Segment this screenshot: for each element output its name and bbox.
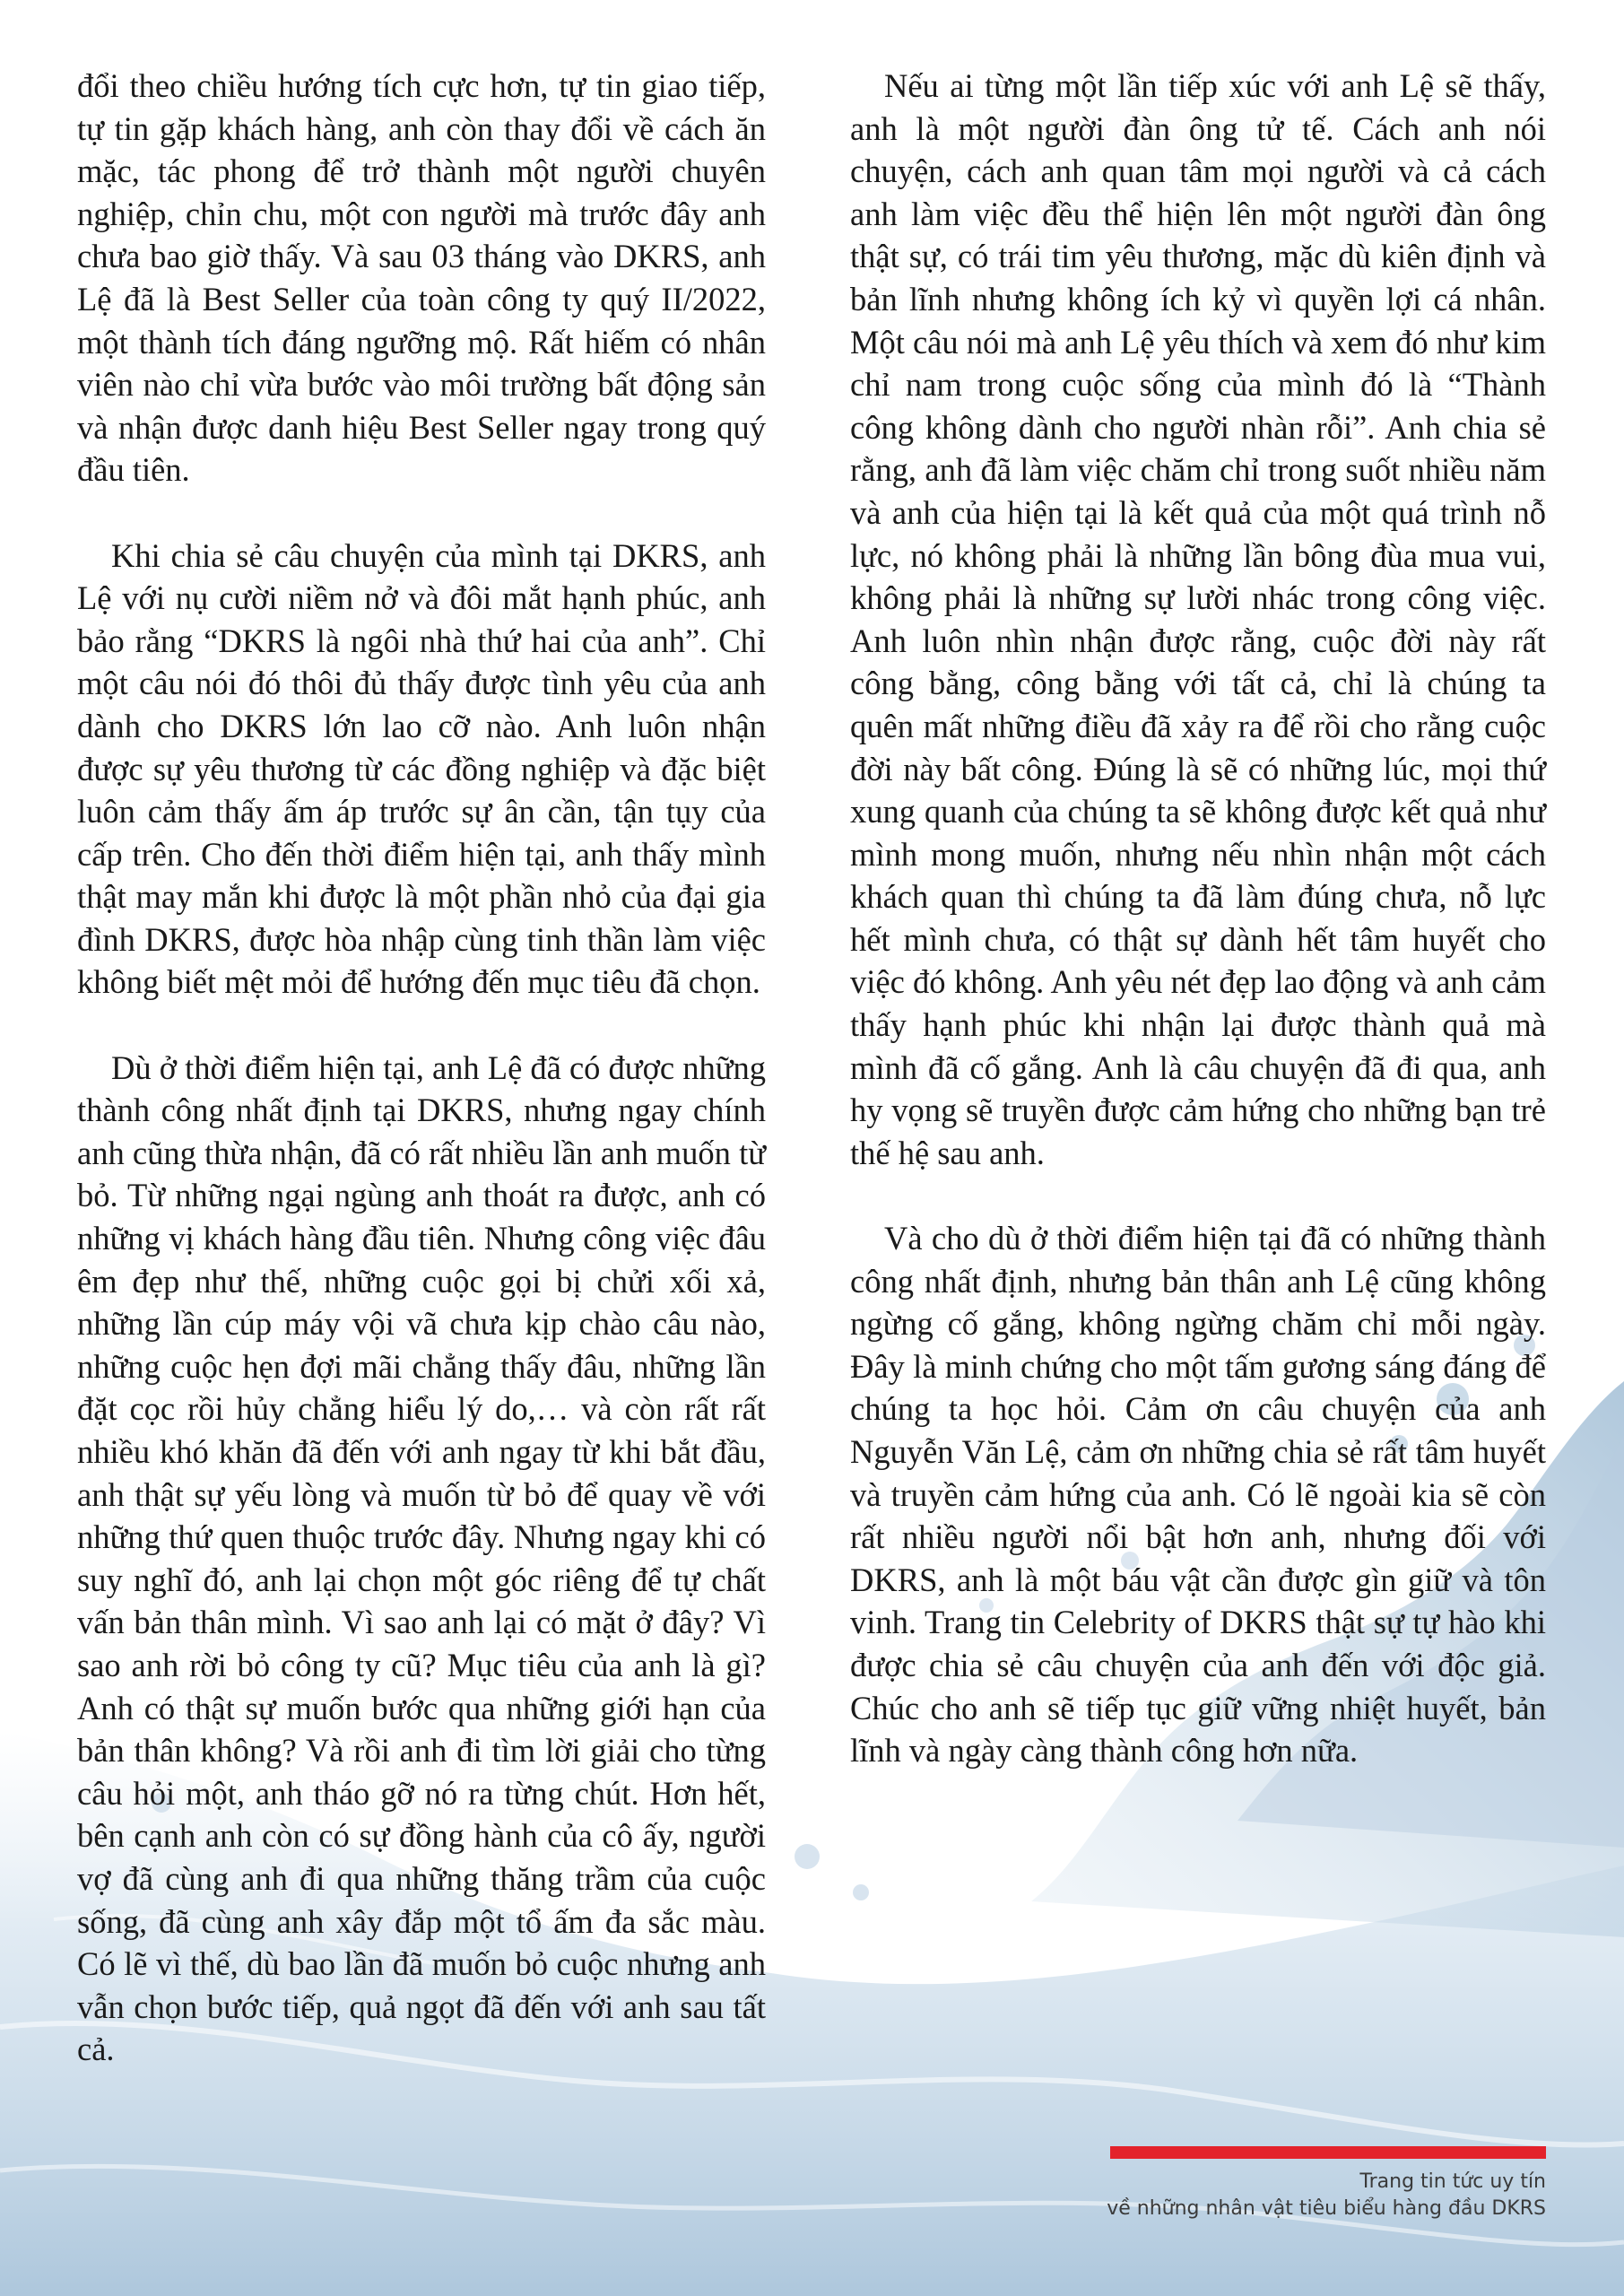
footer-tagline-line2: về những nhân vật tiêu biểu hàng đầu DKRS [1107,2197,1546,2220]
footer-tagline [1107,2169,1546,2222]
paragraph-right-1: Nếu ai từng một lần tiếp xúc với anh Lệ sẽ thấy, anh là một người đàn ông tử tế. Cách anh nói chuyện, cách anh quan tâm mọi người và cả cách anh làm việc đều thể hiện lên một người đàn ông thật sự, có trái tim yêu thương, mặc dù kiên định và bản lĩnh nhưng không ích kỷ vì quyền lợi cá nhân. Một câu nói mà anh Lệ yêu thích và xem đó như kim chỉ nam trong cuộc sống của mình đó là “Thành công không dành cho người nhàn rỗi”. Anh chia sẻ rằng, anh đã làm việc chăm chỉ trong suốt nhiều năm và anh của hiện tại là kết quả của một quá trình nỗ lực, nó không phải là những lần bông đùa mua vui, không phải là những sự lười nhác trong công việc. Anh luôn nhìn nhận được rằng, cuộc đời này rất công bằng, công bằng với tất cả, chỉ là chúng ta quên mất những điều đã xảy ra để rồi cho rằng cuộc đời này bất công. Đúng là sẽ có những lúc, mọi thứ xung quanh của chúng ta sẽ không được kết quả như mình mong muốn, nhưng nếu nhìn nhận một cách khách quan thì chúng ta đã làm đúng chưa, nỗ lực hết mình chưa, có thật sự dành hết tâm huyết cho việc đó không. Anh yêu nét đẹp lao động và anh cảm thấy hạnh phúc khi nhận lại được thành quả mà mình đã cố gắng. Anh là câu chuyện đã đi qua, anh hy vọng sẽ truyền được cảm hứng cho những bạn trẻ thế hệ sau anh. [850,67,1546,1171]
footer-tagline-line1: Trang tin tức uy tín [1359,2170,1546,2193]
footer-accent-bar [1110,2146,1546,2159]
article-left-column [77,65,766,2071]
paragraph-left-2: Khi chia sẻ câu chuyện của mình tại DKRS, anh Lệ với nụ cười niềm nở và đôi mắt hạnh phúc, anh bảo rằng “DKRS là ngôi nhà thứ hai của anh”. Chỉ một câu nói đó thôi đủ thấy được tình yêu của anh dành cho DKRS lớn lao cỡ nào. Anh luôn nhận được sự yêu thương từ các đồng nghiệp và đặc biệt luôn cảm thấy ấm áp trước sự ân cần, tận tụy của cấp trên. Cho đến thời điểm hiện tại, anh thấy mình thật may mắn khi được là một phần nhỏ của đại gia đình DKRS, được hòa nhập cùng tinh thần làm việc không biết mệt mỏi để hướng đến mục tiêu đã chọn. [77,536,766,1001]
paragraph-left-1: đổi theo chiều hướng tích cực hơn, tự tin giao tiếp, tự tin gặp khách hàng, anh còn thay đổi về cách ăn mặc, tác phong để trở thành một người chuyên nghiệp, chỉn chu, một con người mà trước đây anh chưa bao giờ thấy. Và sau 03 tháng vào DKRS, anh Lệ đã là Best Seller của toàn công ty quý II/2022, một thành tích đáng ngưỡng mộ. Rất hiếm có nhân viên nào chỉ vừa bước vào môi trường bất động sản và nhận được danh hiệu Best Seller ngay trong quý đầu tiên. [77,67,766,489]
article-right-column [850,65,1546,1772]
paragraph-left-3: Dù ở thời điểm hiện tại, anh Lệ đã có được những thành công nhất định tại DKRS, nhưng ngay chính anh cũng thừa nhận, đã có rất nhiều lần anh muốn từ bỏ. Từ những ngại ngùng anh thoát ra được, anh có những vị khách hàng đầu tiên. Nhưng công việc đâu êm đẹp như thế, những cuộc gọi bị chửi xối xả, những lần cúp máy vội vã chưa kịp chào câu nào, những cuộc hẹn đợi mãi chẳng thấy đâu, những lần đặt cọc rồi hủy chẳng hiểu lý do,… và còn rất rất nhiều khó khăn đã đến với anh ngay từ khi bắt đầu, anh thật sự yếu lòng và muốn từ bỏ để quay về với những thứ quen thuộc trước đây. Nhưng ngay khi có suy nghĩ đó, anh lại chọn một góc riêng để tự chất vấn bản thân mình. Vì sao anh lại có mặt ở đây? Vì sao anh rời bỏ công ty cũ? Mục tiêu của anh là gì? Anh có thật sự muốn bước qua những giới hạn của bản thân không? Và rồi anh đi tìm lời giải cho từng câu hỏi một, anh tháo gỡ nó ra từng chút. Hơn hết, bên cạnh anh còn có sự đồng hành của cô ấy, người vợ đã cùng anh đi qua những thăng trầm của cuộc sống, đã cùng anh xây đắp một tổ ấm đa sắc màu. Có lẽ vì thế, dù bao lần đã muốn bỏ cuộc nhưng anh vẫn chọn bước tiếp, quả ngọt đã đến với anh sau tất cả. [77,1048,766,2068]
paragraph-right-2: Và cho dù ở thời điểm hiện tại đã có những thành công nhất định, nhưng bản thân anh Lệ cũng không ngừng cố gắng, không ngừng chăm chỉ mỗi ngày. Đây là minh chứng cho một tấm gương sáng đáng để chúng ta học hỏi. Cảm ơn câu chuyện của anh Nguyễn Văn Lệ, cảm ơn những chia sẻ rất tâm huyết và truyền cảm hứng của anh. Có lẽ ngoài kia sẽ còn rất nhiều người nổi bật hơn anh, nhưng đối với DKRS, anh là một báu vật cần được gìn giữ và tôn vinh. Trang tin Celebrity of DKRS thật sự tự hào khi được chia sẻ câu chuyện của anh đến với độc giả. Chúc cho anh sẽ tiếp tục giữ vững nhiệt huyết, bản lĩnh và ngày càng thành công hơn nữa. [850,1220,1546,1770]
